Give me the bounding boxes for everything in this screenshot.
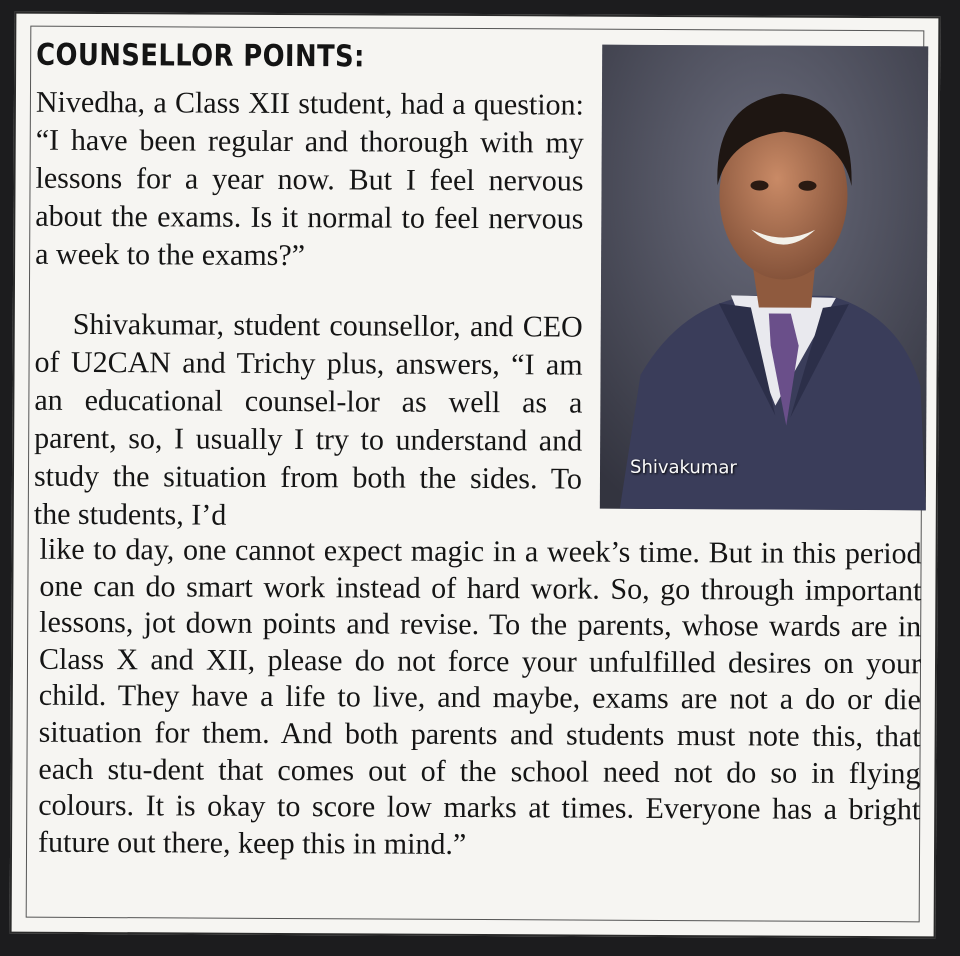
portrait-photo — [600, 45, 928, 511]
portrait-illustration — [600, 45, 928, 511]
photo-caption: Shivakumar — [629, 456, 737, 479]
question-paragraph: Nivedha, a Class XII student, had a question: “I have been regular and thorough with my lessons for a year now. But I feel nervous about the exams. Is it normal to feel nervous a week to the exams?” — [35, 85, 585, 273]
answer-intro-paragraph: Shivakumar, student counsellor, and CEO of U2CAN and Trichy plus, answers, “I am an educational counsel-lor as well as a parent, so, I usually I try to understand and study the situation from both the sides. To the students, I’d — [33, 307, 583, 532]
newspaper-clipping — [10, 12, 941, 939]
answer-continued-paragraph: like to day, one cannot expect magic in a week’s time. But in this period one can do smart work instead of hard work. So, go through important lessons, jot down points and revise. To the parents, whose wards are in Class X and XII, please do not force your unfulfilled desires on your child. They have a life to live, and maybe, exams are not a do or die situation for them. And both parents and students must note this, that each stu-dent that comes out of the school need not do so in flying colours. It is okay to score low marks at times. Everyone has a bright future out there, keep this in mind.” — [37, 532, 922, 861]
article-headline: COUNSELLOR POINTS: — [36, 37, 365, 75]
